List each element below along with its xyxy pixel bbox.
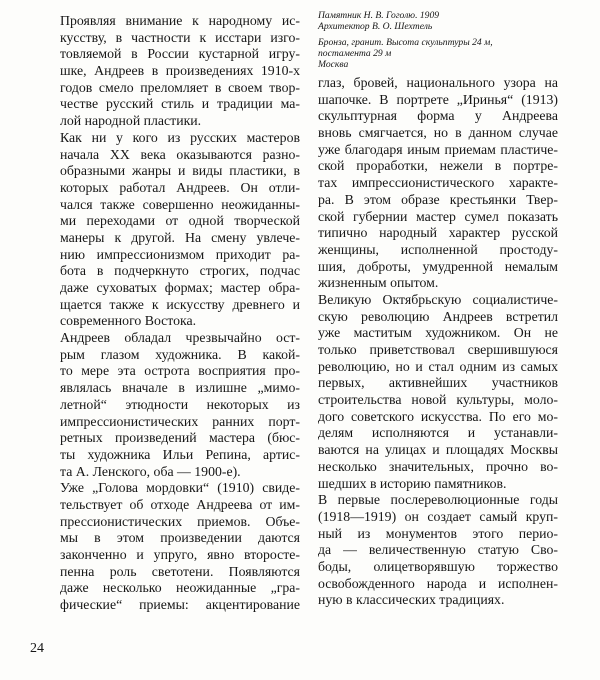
- text-line: шия, доброты, умудренной немалым: [318, 258, 558, 274]
- text-line: бота в подчеркнуто строгих, подчас: [60, 263, 300, 279]
- text-line: честве русский стиль и традиции ма-: [60, 96, 300, 112]
- text-line: шедших в историю памятников.: [318, 475, 507, 491]
- text-line: дого советского искусства. По его мо-: [318, 408, 558, 424]
- text-line: ми переходами от одной творческой: [60, 213, 300, 229]
- text-line: уже маститым художником. Он не: [318, 325, 558, 341]
- caption-line: Москва: [318, 59, 349, 70]
- text-line: ретных произведений мастера (бюс-: [60, 430, 300, 446]
- text-line: (1918—1919) он создает самый круп-: [318, 508, 558, 524]
- text-line: товляемой в России кустарной игру-: [60, 46, 300, 62]
- text-line: ской проработки, нежели в портре-: [318, 158, 558, 174]
- text-line: ской губернии мастер сумел показать: [318, 208, 558, 224]
- text-line: ный из монументов этого перио-: [318, 525, 558, 541]
- text-line: которых работал Андреев. Он отли-: [60, 179, 300, 195]
- text-line: боды, олицетворявшую торжество: [318, 558, 558, 574]
- left-column: [60, 13, 300, 614]
- text-line: типично народный характер русской: [318, 225, 558, 241]
- paragraph: [318, 75, 558, 292]
- paragraph: [60, 330, 300, 480]
- text-line: щается также к искусству древнего и: [60, 296, 300, 312]
- caption-line: Архитектор В. О. Шехтель: [318, 21, 433, 32]
- text-line: рым глазом художника. В какой-: [60, 346, 300, 362]
- text-line: В первые послереволюционные годы: [318, 492, 558, 508]
- text-line: несколько значительных, прочно во-: [318, 458, 558, 474]
- text-line: революцию, но и стал одним из самых: [318, 358, 558, 374]
- text-line: глаз, бровей, национального узора на: [318, 75, 558, 90]
- text-line: лой народной пластики.: [60, 113, 202, 129]
- paragraph: [60, 130, 300, 330]
- paragraph: [318, 292, 558, 492]
- text-line: законченно и упруго, явно второсте-: [60, 547, 300, 562]
- text-line: Уже „Голова мордовки“ (1910) свиде-: [60, 480, 300, 496]
- text-line: прессионистических приемов. Объе-: [60, 513, 300, 529]
- paragraph: [60, 13, 300, 130]
- text-line: да — величественную статую Сво-: [318, 542, 558, 558]
- text-line: пенна роль светотени. Появляются: [60, 563, 300, 579]
- text-line: являлась вначале в излишне „мимо-: [60, 380, 300, 396]
- text-line: тельствует об отходе Андреева от им-: [60, 496, 300, 512]
- text-line: скую революцию Андреев встретил: [318, 308, 558, 324]
- text-line: импрессионистических ранних порт-: [60, 413, 300, 429]
- text-line: только приветствовал свершившуюся: [318, 342, 558, 357]
- text-line: Проявляя внимание к народному ис-: [60, 13, 300, 28]
- text-line: фические“ приемы: акцентирование: [60, 597, 300, 613]
- text-line: летной“ этюдности некоторых из: [60, 396, 300, 412]
- text-line: нию импрессионизмом приходит ра-: [60, 246, 300, 262]
- text-line: образными жанры и виды пластики, в: [60, 163, 300, 179]
- text-line: Андреев обладал чрезвычайно ост-: [60, 330, 300, 346]
- page-number: 24: [30, 641, 44, 656]
- text-line: ваются на улицах и площадях Москвы: [318, 442, 558, 458]
- text-line: Как ни у кого из русских мастеров: [60, 129, 300, 145]
- caption-line: постамента 29 м: [318, 48, 392, 59]
- text-line: первых, активнейших участников: [318, 375, 558, 391]
- caption-line: Бронза, гранит. Высота скульптуры 24 м,: [318, 37, 493, 48]
- text-line: делям исполняются и устанавли-: [318, 425, 558, 441]
- text-line: кусству, в частности к исстари изго-: [60, 29, 300, 45]
- text-line: жизненным опытом.: [318, 275, 439, 291]
- body-text: [318, 75, 558, 609]
- text-line: манеры к другой. На смену увлече-: [60, 229, 300, 245]
- caption-line: Памятник Н. В. Гоголю. 1909: [318, 10, 440, 21]
- text-line: строительства новой культуры, моло-: [318, 392, 558, 408]
- illustration-caption: [318, 10, 558, 70]
- text-line: начала XX века оказываются разно-: [60, 146, 300, 162]
- text-line: женщины, исполненной простоду-: [318, 241, 558, 257]
- text-line: освобожденного народа и исполнен-: [318, 575, 558, 591]
- text-line: шке, Андреев в произведениях 1910-х: [60, 63, 300, 79]
- paragraph: [60, 480, 300, 614]
- paragraph: [318, 492, 558, 609]
- text-line: чался также совершенно неожиданны-: [60, 196, 300, 212]
- text-line: скульптурная форма у Андреева: [318, 108, 558, 124]
- text-line: шапочке. В портрете „Иринья“ (1913): [318, 91, 558, 107]
- text-line: мы в этом произведении даются: [60, 530, 300, 546]
- text-line: ты художника Ильи Репина, артис-: [60, 446, 300, 462]
- text-line: ра. В этом образе крестьянки Твер-: [318, 191, 558, 207]
- text-line: тах импрессионистического характе-: [318, 175, 558, 191]
- text-line: то мере эта острота восприятия про-: [60, 363, 300, 379]
- text-line: даже несколько неожиданные „гра-: [60, 580, 300, 596]
- text-line: уже благодаря иным приемам пластиче-: [318, 141, 558, 157]
- text-line: годов смело преломляет в своем твор-: [60, 79, 300, 95]
- text-line: та А. Ленского, оба — 1900-е).: [60, 463, 241, 479]
- text-line: Великую Октябрьскую социалистиче-: [318, 291, 558, 307]
- text-line: вновь смягчается, но в данном случае: [318, 125, 558, 141]
- text-line: даже суховатых формах; мастер обра-: [60, 280, 300, 295]
- text-line: ную в классических традициях.: [318, 592, 505, 608]
- right-column: [318, 10, 558, 609]
- text-line: современного Востока.: [60, 313, 197, 329]
